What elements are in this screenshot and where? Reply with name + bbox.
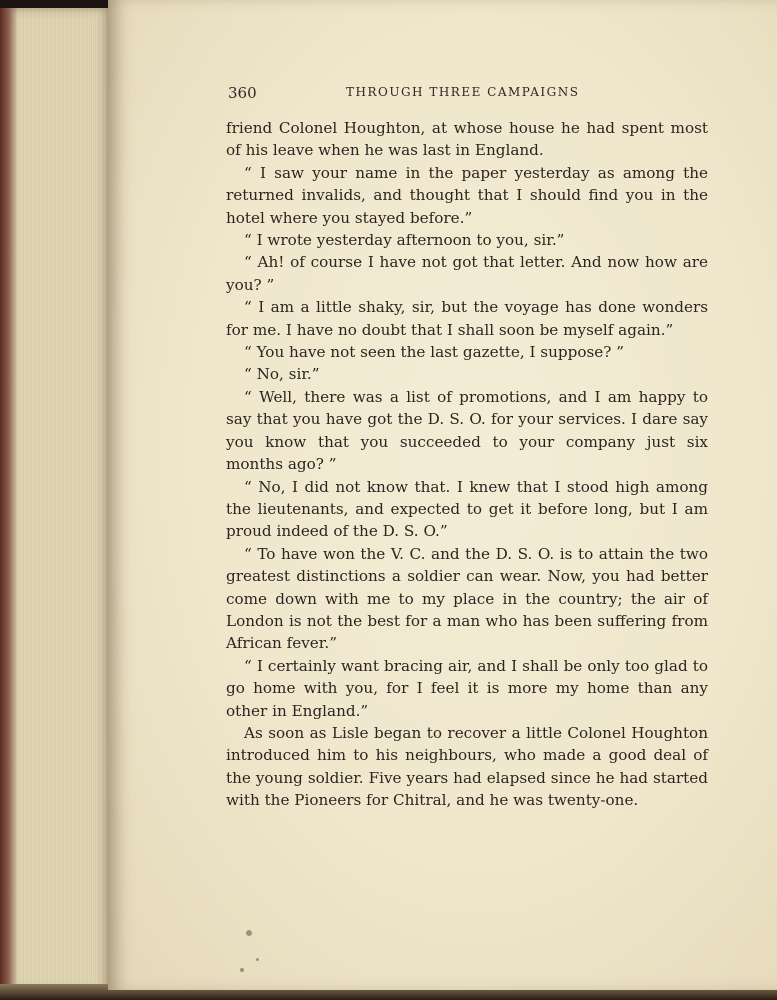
paper-speck	[246, 930, 252, 936]
paragraph: As soon as Lisle began to recover a little Colonel Houghton introduced him to his neighbours, who made a good deal of the young soldier. Five years had elapsed since he had started with the Pioneers for Chitral, and he was twenty-one.	[226, 723, 708, 810]
paragraph: “ I certainly want bracing air, and I shall be only too glad to go home with you, for I feel it is more my home than any other in England.”	[226, 656, 708, 720]
paragraph: friend Colonel Houghton, at whose house he had spent most of his leave when he was last in England.	[226, 119, 708, 160]
paragraph: “ You have not seen the last gazette, I suppose? ”	[244, 343, 624, 362]
paragraph: “ I saw your name in the paper yesterday as among the returned invalids, and thought that I should find you in the hotel where you stayed before.”	[226, 163, 708, 227]
paragraph: “ No, sir.”	[244, 365, 320, 384]
paragraph: “ I am a little shaky, sir, but the voyage has done wonders for me. I have no doubt that I shall soon be myself again.”	[226, 298, 708, 339]
paragraph: “ Well, there was a list of promotions, and I am happy to say that you have got the D. S. O. for your services. I dare say you know that you succeeded to your company just six months ago? ”	[226, 387, 708, 474]
binding-edge	[0, 8, 18, 993]
paper-speck	[256, 958, 259, 961]
paragraph: “ I wrote yesterday afternoon to you, sir.”	[244, 231, 565, 250]
running-head	[228, 84, 698, 104]
running-title: THROUGH THREE CAMPAIGNS	[346, 85, 580, 99]
page-number: 360	[228, 84, 257, 102]
paragraph: “ Ah! of course I have not got that letter. And now how are you? ”	[226, 253, 708, 294]
paper-speck	[240, 968, 244, 972]
book-page	[108, 0, 777, 990]
paragraph: “ To have won the V. C. and the D. S. O. is to attain the two greatest distinctions a soldier can wear. Now, you had better come down with me to my place in the country; the air of London is not the best for a man who has been suffering from African fever.”	[226, 544, 708, 653]
body-text	[226, 117, 708, 812]
paragraph: “ No, I did not know that. I knew that I stood high among the lieutenants, and expected to get it before long, but I am proud indeed of the D. S. O.”	[226, 477, 708, 541]
